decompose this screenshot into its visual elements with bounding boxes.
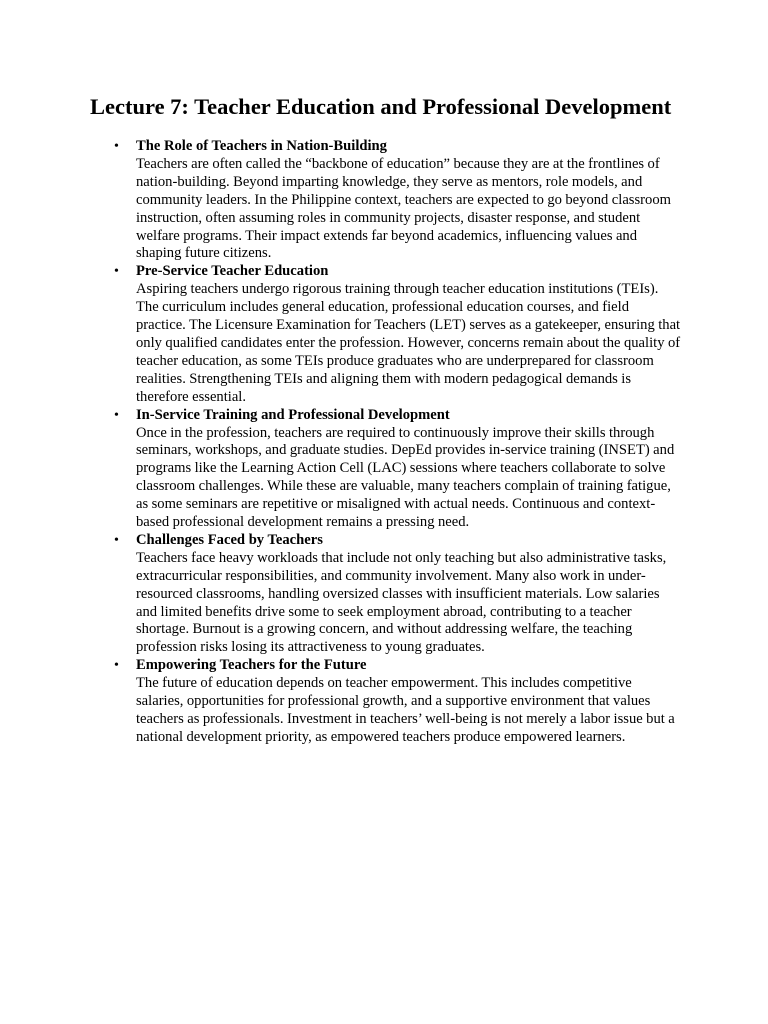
bullet-icon: • [114, 139, 119, 154]
section-body: Teachers face heavy workloads that include not only teaching but also administrative tasks, extracurricular responsibilities, and community involvement. Many also work in under-resourced classrooms, handling oversized classes with insufficient materials. Low salaries and limited benefits drive some to seek employment abroad, contributing to a teacher shortage. Burnout is a growing concern, and without addressing welfare, the teaching profession risks losing its attractiveness to young graduates. [136, 549, 667, 656]
section-heading: Pre-Service Teacher Education [136, 263, 329, 280]
list-item [0, 532, 681, 657]
section-body: Teachers are often called the “backbone of education” because they are at the frontlines of nation-building. Beyond imparting knowledge, they serve as mentors, role models, and community leaders. In the Philippine context, teachers are expected to go beyond classroom instruction, often assuming roles in community projects, disaster response, and student welfare programs. Their impact extends far beyond academics, influencing values and shaping future citizens. [136, 155, 671, 262]
list-item [0, 657, 681, 747]
list-item [0, 407, 681, 532]
section-list [0, 138, 768, 747]
section-heading: Challenges Faced by Teachers [136, 531, 323, 548]
bullet-icon: • [114, 264, 119, 280]
section-heading: The Role of Teachers in Nation-Building [136, 138, 387, 154]
bullet-icon: • [114, 407, 119, 423]
section-heading: Empowering Teachers for the Future [136, 657, 367, 674]
page-title: Lecture 7: Teacher Education and Professional Development [90, 94, 672, 119]
bullet-icon: • [114, 658, 119, 674]
list-item [0, 138, 681, 263]
section-body: The future of education depends on teacher empowerment. This includes competitive salaries, opportunities for professional growth, and a supportive environment that values teachers as professionals. Investment in teachers’ well-being is not merely a labor issue but a national development priority, as empowered teachers produce empowered learners. [136, 675, 675, 745]
list-item [0, 263, 681, 406]
section-body: Aspiring teachers undergo rigorous training through teacher education institutions (TEIs). The curriculum includes general education, professional education courses, and field practice. The Licensure Examination for Teachers (LET) serves as a gatekeeper, ensuring that only qualified candidates enter the profession. However, concerns remain about the quality of teacher education, as some TEIs produce graduates who are underprepared for classroom realities. Strengthening TEIs and aligning them with modern pedagogical demands is therefore essential. [136, 281, 681, 405]
section-heading: In-Service Training and Professional Development [136, 406, 450, 423]
bullet-icon: • [114, 532, 119, 548]
section-body: Once in the profession, teachers are required to continuously improve their skills through seminars, workshops, and graduate studies. DepEd provides in-service training (INSET) and programs like the Learning Action Cell (LAC) sessions where teachers collaborate to solve classroom challenges. While these are valuable, many teachers complain of training fatigue, as some seminars are repetitive or misaligned with actual needs. Continuous and context-based professional development remains a pressing need. [136, 424, 675, 531]
